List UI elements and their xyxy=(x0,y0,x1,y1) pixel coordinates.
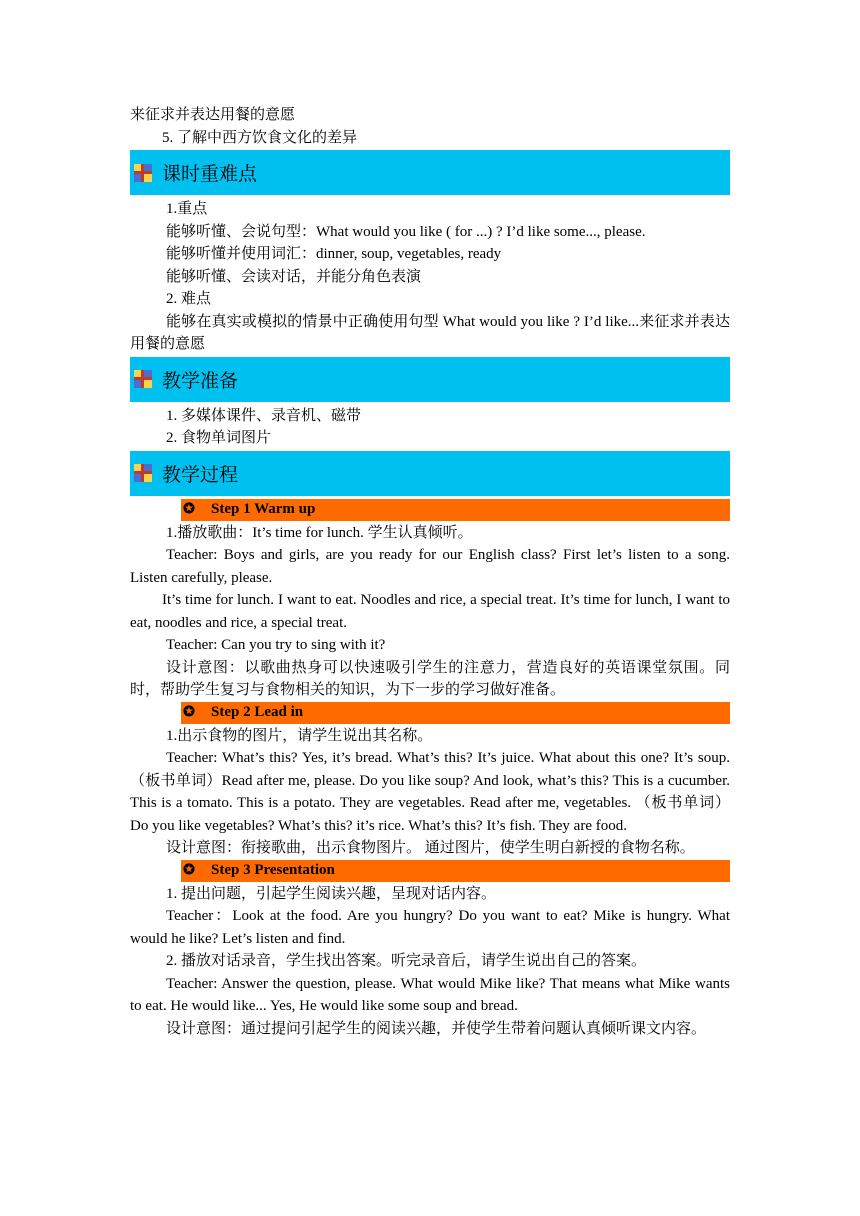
text-line: 设计意图：衔接歌曲，出示食物图片。 通过图片，使学生明白新授的食物名称。 xyxy=(166,840,695,856)
section-header-process xyxy=(130,451,730,496)
text-line: 5. 了解中西方饮食文化的差异 xyxy=(162,129,358,146)
text-line: 1. 多媒体课件、录音机、磁带 xyxy=(166,407,362,424)
text-line: Teacher: Answer the question, please. What would Mike like? That means what Mike wants to eat. He would like... Yes, He would like some soup and bread. xyxy=(130,975,730,1014)
section-title: 教学过程 xyxy=(162,463,239,486)
section-header-key-points xyxy=(130,150,730,195)
step-title: Step 1 Warm up xyxy=(211,501,316,517)
section-title: 课时重难点 xyxy=(162,163,258,185)
text-line: 1.播放歌曲：It’s time for lunch. 学生认真倾听。 xyxy=(166,524,473,541)
text-line: 2. 难点 xyxy=(166,291,212,307)
text-line: 设计意图：通过提问引起学生的阅读兴趣，并使学生带着问题认真倾听课文内容。 xyxy=(166,1020,707,1037)
flag-bullet-icon xyxy=(134,164,152,182)
text-line: 1.重点 xyxy=(166,201,208,217)
text-line: 能够听懂、会说句型：What would you like ( for ...) ? I’d like some..., please. xyxy=(166,223,646,240)
step-title: Step 3 Presentation xyxy=(211,862,335,878)
text-line: 能够在真实或模拟的情景中正确使用句型 What would you like ? I’d like...来征求并表达用餐的意愿 xyxy=(130,313,730,352)
star-circle-icon: ✪ xyxy=(183,705,195,720)
text-line: 设计意图：以歌曲热身可以快速吸引学生的注意力，营造良好的英语课堂氛围。同时，帮助学生复习与食物相关的知识，为下一步的学习做好准备。 xyxy=(130,659,730,698)
text-line: 1. 提出问题，引起学生阅读兴趣，呈现对话内容。 xyxy=(166,885,497,902)
text-line: 2. 食物单词图片 xyxy=(166,430,272,446)
star-circle-icon: ✪ xyxy=(183,863,195,878)
step-title: Step 2 Lead in xyxy=(211,704,304,720)
text-line: 2. 播放对话录音，学生找出答案。听完录音后，请学生说出自己的答案。 xyxy=(166,953,647,969)
text-line: 来征求并表达用餐的意愿 xyxy=(130,107,296,123)
section-title: 教学准备 xyxy=(162,369,239,392)
text-line: Teacher: What’s this? Yes, it’s bread. What’s this? It’s juice. What about this one? It’s soup. （板书单词）Read after me, please. Do you like soup? And look, what’s this? This is a cucumber. This is a tomato. This is a potato. They are vegetables. Read after me, vegetables. （板书单词）Do you like vegetables? What’s this? it’s rice. What’s this? It’s fish. They are food. xyxy=(130,750,730,834)
flag-bullet-icon xyxy=(134,370,152,388)
flag-bullet-icon xyxy=(134,464,152,482)
step-header xyxy=(181,702,730,724)
text-line: 1.出示食物的图片，请学生说出其名称。 xyxy=(166,727,433,744)
text-line: It’s time for lunch. I want to eat. Noodles and rice, a special treat. It’s time for lunch, I want to eat, noodles and rice, a special treat. xyxy=(130,592,730,631)
text-line: 能够听懂、会读对话，并能分角色表演 xyxy=(166,268,422,285)
text-line: Teacher：Look at the food. Are you hungry? Do you want to eat? Mike is hungry. What would he like? Let’s listen and find. xyxy=(130,908,730,947)
document-content xyxy=(130,104,730,1040)
text-line: 能够听懂并使用词汇：dinner, soup, vegetables, ready xyxy=(166,246,502,262)
step-header xyxy=(181,499,730,521)
star-circle-icon: ✪ xyxy=(183,502,195,517)
text-line: Teacher: Boys and girls, are you ready for our English class? First let’s listen to a song. Listen carefully, please. xyxy=(130,547,730,586)
section-header-preparation xyxy=(130,357,730,402)
text-line: Teacher: Can you try to sing with it? xyxy=(166,637,386,653)
step-header xyxy=(181,860,730,882)
